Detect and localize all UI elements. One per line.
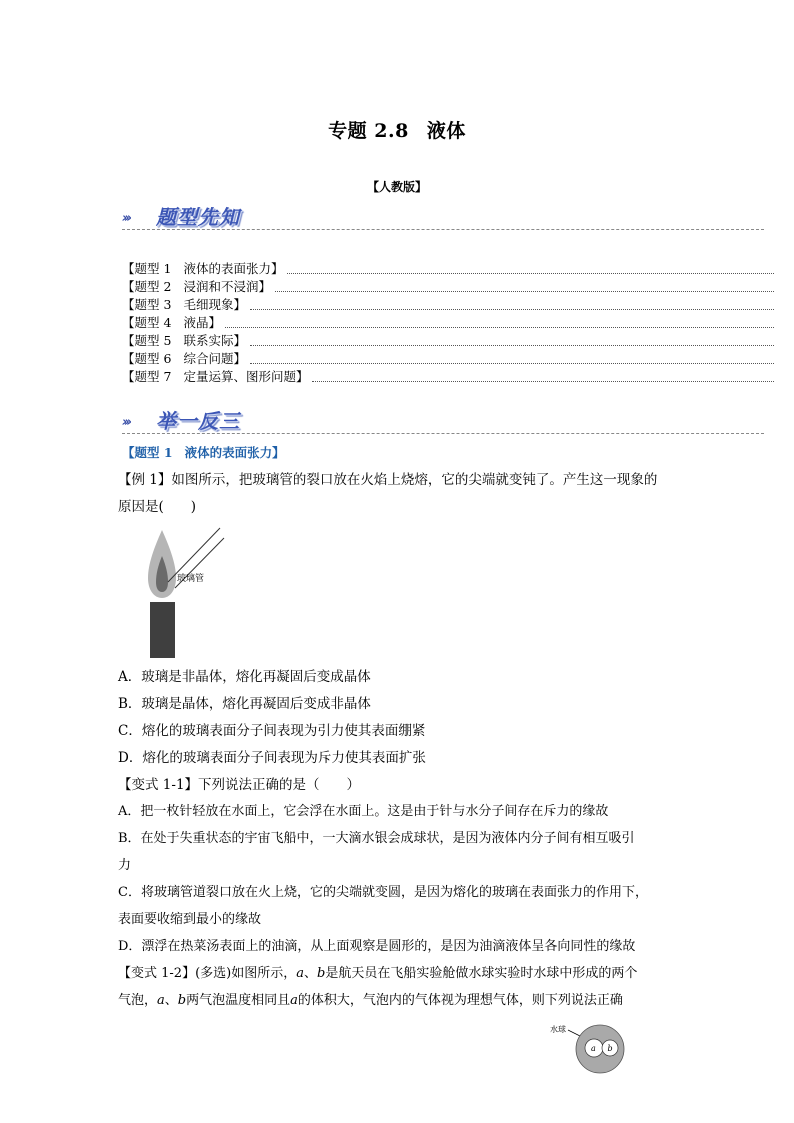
toc-item[interactable]: 【题型 5 联系实际】 — [122, 332, 774, 350]
toc-leader — [275, 290, 774, 292]
option-b[interactable]: B．在处于失重状态的宇宙飞船中，一大滴水银会成球状，是因为液体内分子间有相互吸引 — [118, 831, 635, 846]
banner-title: 题型先知 — [156, 205, 240, 229]
option-c-continued: 表面要收缩到最小的缘故 — [118, 912, 262, 927]
banner-arrows-icon: ››› — [122, 415, 130, 430]
option-a[interactable]: A．把一枚针轻放在水面上，它会浮在水面上。这是由于针与水分子间存在斥力的缘故 — [118, 804, 609, 819]
toc-item[interactable]: 【题型 2 浸润和不浸润】 — [122, 278, 774, 296]
option-b[interactable]: B．玻璃是晶体，熔化再凝固后变成非晶体 — [118, 696, 371, 712]
toc-item[interactable]: 【题型 6 综合问题】 — [122, 350, 774, 368]
toc-leader — [250, 362, 774, 364]
toc-leader — [250, 344, 774, 346]
banner-divider — [122, 433, 764, 434]
table-of-contents — [122, 260, 774, 386]
page-title — [0, 116, 794, 143]
figure-label-tube: 玻璃管 — [177, 574, 205, 584]
toc-leader — [250, 308, 774, 310]
toc-item[interactable]: 【题型 3 毛细现象】 — [122, 296, 774, 314]
banner-examples — [122, 404, 764, 434]
figure-label-water-ball: 水球 — [550, 1025, 566, 1034]
section-heading: 【题型 1 液体的表面张力】 — [122, 445, 285, 460]
banner-arrows-icon: ››› — [122, 211, 130, 226]
bubble-b-label: b — [607, 1044, 613, 1053]
variant-1-1-question: 【变式 1-1】下列说法正确的是（ ） — [118, 777, 361, 793]
option-d[interactable]: D．熔化的玻璃表面分子间表现为斥力使其表面扩张 — [118, 750, 426, 766]
option-b-continued: 力 — [118, 858, 132, 873]
water-ball-figure — [548, 1018, 638, 1074]
toc-item[interactable]: 【题型 7 定量运算、图形问题】 — [122, 368, 774, 386]
toc-item[interactable]: 【题型 4 液晶】 — [122, 314, 774, 332]
bubble-a-label: a — [591, 1044, 596, 1053]
variant-1-2-question-line2: 气泡，a、b两气泡温度相同且a的体积大，气泡内的气体视为理想气体，则下列说法正确 — [118, 993, 623, 1008]
banner-question-types — [122, 200, 764, 230]
toc-leader — [225, 326, 774, 328]
candle-body-icon — [150, 602, 175, 658]
toc-item[interactable]: 【题型 1 液体的表面张力】 — [122, 260, 774, 278]
toc-leader — [312, 380, 774, 382]
banner-divider — [122, 229, 764, 230]
banner-title: 举一反三 — [156, 409, 240, 433]
variant-tag: 【变式 1-1】 — [118, 777, 199, 793]
title-topic-name: 液体 — [426, 120, 466, 142]
title-topic-number: 专题 2.8 — [328, 120, 409, 142]
edition-label: 【人教版】 — [366, 180, 427, 194]
option-c[interactable]: C．将玻璃管道裂口放在火上烧，它的尖端就变圆，是因为熔化的玻璃在表面张力的作用下， — [118, 885, 648, 900]
variant-tag: 【变式 1-2】 — [118, 966, 196, 981]
option-c[interactable]: C．熔化的玻璃表面分子间表现为引力使其表面绷紧 — [118, 723, 426, 739]
variant-1-2-question-line1: 【变式 1-2】(多选)如图所示，a、b是航天员在飞船实验舱做水球实验时水球中形成的两个 — [118, 966, 638, 981]
toc-leader — [287, 272, 774, 274]
option-a[interactable]: A．玻璃是非晶体，熔化再凝固后变成晶体 — [118, 669, 371, 685]
candle-glass-tube-figure — [144, 526, 244, 658]
example-tag: 【例 1】 — [118, 472, 172, 488]
option-d[interactable]: D．漂浮在热菜汤表面上的油滴，从上面观察是圆形的，是因为油滴液体呈各向同性的缘故 — [118, 939, 636, 954]
example-1-question: 【例 1】如图所示，把玻璃管的裂口放在火焰上烧熔，它的尖端就变钝了。产生这一现象的 原因是( ) — [118, 472, 658, 515]
